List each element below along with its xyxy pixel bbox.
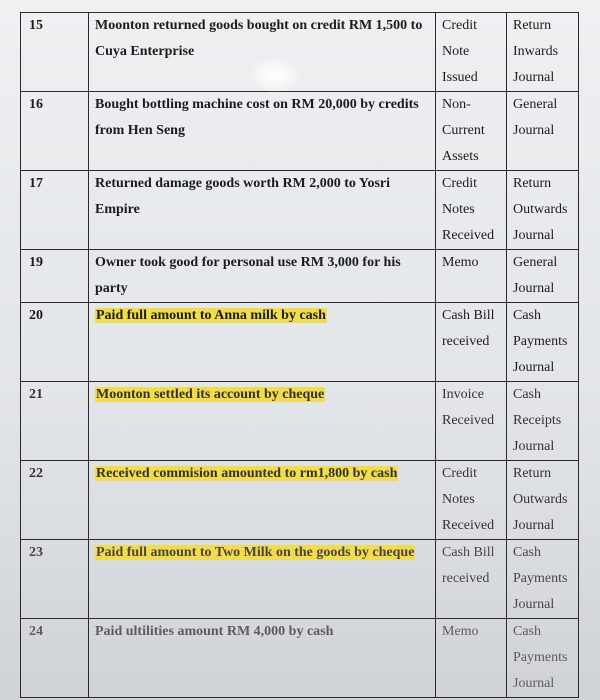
journal-rows	[21, 13, 579, 698]
journal-book	[507, 619, 579, 698]
source-document-line: Credit	[442, 176, 477, 191]
journal-book-line: Return	[513, 466, 552, 481]
row-number: 15	[21, 13, 89, 92]
source-document	[436, 250, 507, 303]
row-number: 22	[21, 461, 89, 540]
source-document-line: Cash Bill	[442, 308, 495, 323]
journal-book-line: Payments	[513, 650, 568, 665]
journal-book-line: Outwards	[513, 492, 568, 507]
description-line: party	[95, 281, 128, 296]
source-document-line: Received	[442, 518, 495, 533]
description-line: from Hen Seng	[95, 123, 185, 138]
source-document-line: Memo	[442, 255, 479, 270]
transaction-description	[89, 250, 436, 303]
source-document-line: received	[442, 571, 490, 586]
source-document	[436, 540, 507, 619]
journal-book-line: Outwards	[513, 202, 568, 217]
description-line: Paid ultilities amount RM 4,000 by cash	[95, 624, 334, 639]
row-number: 21	[21, 382, 89, 461]
row-number: 20	[21, 303, 89, 382]
transaction-description	[89, 13, 436, 92]
description-line: Paid full amount to Two Milk on the goods by cheque	[96, 545, 415, 560]
source-document	[436, 461, 507, 540]
journal-book	[507, 382, 579, 461]
source-document-line: Issued	[442, 70, 478, 85]
journal-book-line: General	[513, 255, 558, 270]
description-line: Returned damage goods worth RM 2,000 to Yosri	[95, 176, 391, 191]
journal-book-line: Journal	[513, 70, 555, 85]
row-number: 24	[21, 619, 89, 698]
source-document-line: Received	[442, 228, 495, 243]
source-document	[436, 303, 507, 382]
source-document-line: Assets	[442, 149, 479, 164]
source-document	[436, 171, 507, 250]
transaction-description	[89, 619, 436, 698]
source-document-line: Notes	[442, 492, 475, 507]
journal-book-line: Payments	[513, 571, 568, 586]
table-row	[21, 250, 579, 303]
journal-book-line: Cash	[513, 624, 541, 639]
journal-book-line: Journal	[513, 439, 555, 454]
journal-book	[507, 13, 579, 92]
journal-book	[507, 250, 579, 303]
table-row	[21, 461, 579, 540]
journal-book-line: Cash	[513, 308, 541, 323]
journal-book-line: Return	[513, 18, 552, 33]
journal-book	[507, 540, 579, 619]
source-document-line: Invoice	[442, 387, 484, 402]
journal-book-line: Receipts	[513, 413, 562, 428]
journal-book-line: Payments	[513, 334, 568, 349]
transaction-description	[89, 92, 436, 171]
journal-book	[507, 171, 579, 250]
row-number: 16	[21, 92, 89, 171]
description-line: Moonton returned goods bought on credit RM 1,500 to	[95, 18, 423, 33]
transaction-description	[89, 171, 436, 250]
journal-book-line: Return	[513, 176, 552, 191]
row-number: 19	[21, 250, 89, 303]
source-document-line: Current	[442, 123, 485, 138]
table-row	[21, 540, 579, 619]
source-document	[436, 619, 507, 698]
description-line: Empire	[95, 202, 140, 217]
row-number: 23	[21, 540, 89, 619]
description-line: Bought bottling machine cost on RM 20,000 by credits	[95, 97, 419, 112]
transaction-description	[89, 303, 436, 382]
source-document	[436, 382, 507, 461]
table-row	[21, 619, 579, 698]
description-line: Cuya Enterprise	[95, 44, 195, 59]
source-document-line: Note	[442, 44, 470, 59]
description-line: Paid full amount to Anna milk by cash	[96, 308, 326, 323]
journal-book-line: Journal	[513, 228, 555, 243]
journal-table	[20, 12, 579, 698]
source-document-line: received	[442, 334, 490, 349]
description-line: Received commision amounted to rm1,800 by cash	[96, 466, 398, 481]
table-row	[21, 92, 579, 171]
table-row	[21, 13, 579, 92]
description-line: Owner took good for personal use RM 3,000 for his	[95, 255, 401, 270]
journal-book-line: Journal	[513, 597, 555, 612]
journal-book	[507, 303, 579, 382]
journal-book-line: Journal	[513, 123, 555, 138]
journal-book-line: Inwards	[513, 44, 559, 59]
source-document-line: Memo	[442, 624, 479, 639]
transaction-description	[89, 540, 436, 619]
source-document-line: Cash Bill	[442, 545, 495, 560]
table-row	[21, 303, 579, 382]
source-document	[436, 13, 507, 92]
source-document-line: Non-	[442, 97, 471, 112]
row-number: 17	[21, 171, 89, 250]
source-document	[436, 92, 507, 171]
journal-book-line: Journal	[513, 360, 555, 375]
table-row	[21, 171, 579, 250]
journal-book-line: Cash	[513, 545, 541, 560]
description-line: Moonton settled its account by cheque	[96, 387, 325, 402]
journal-book-line: Journal	[513, 281, 555, 296]
journal-book-line: Journal	[513, 676, 555, 691]
source-document-line: Credit	[442, 18, 477, 33]
transaction-description	[89, 382, 436, 461]
transaction-description	[89, 461, 436, 540]
source-document-line: Notes	[442, 202, 475, 217]
journal-book-line: Journal	[513, 518, 555, 533]
source-document-line: Received	[442, 413, 495, 428]
journal-book-line: General	[513, 97, 558, 112]
journal-book	[507, 461, 579, 540]
journal-book	[507, 92, 579, 171]
journal-book-line: Cash	[513, 387, 541, 402]
table-row	[21, 382, 579, 461]
source-document-line: Credit	[442, 466, 477, 481]
